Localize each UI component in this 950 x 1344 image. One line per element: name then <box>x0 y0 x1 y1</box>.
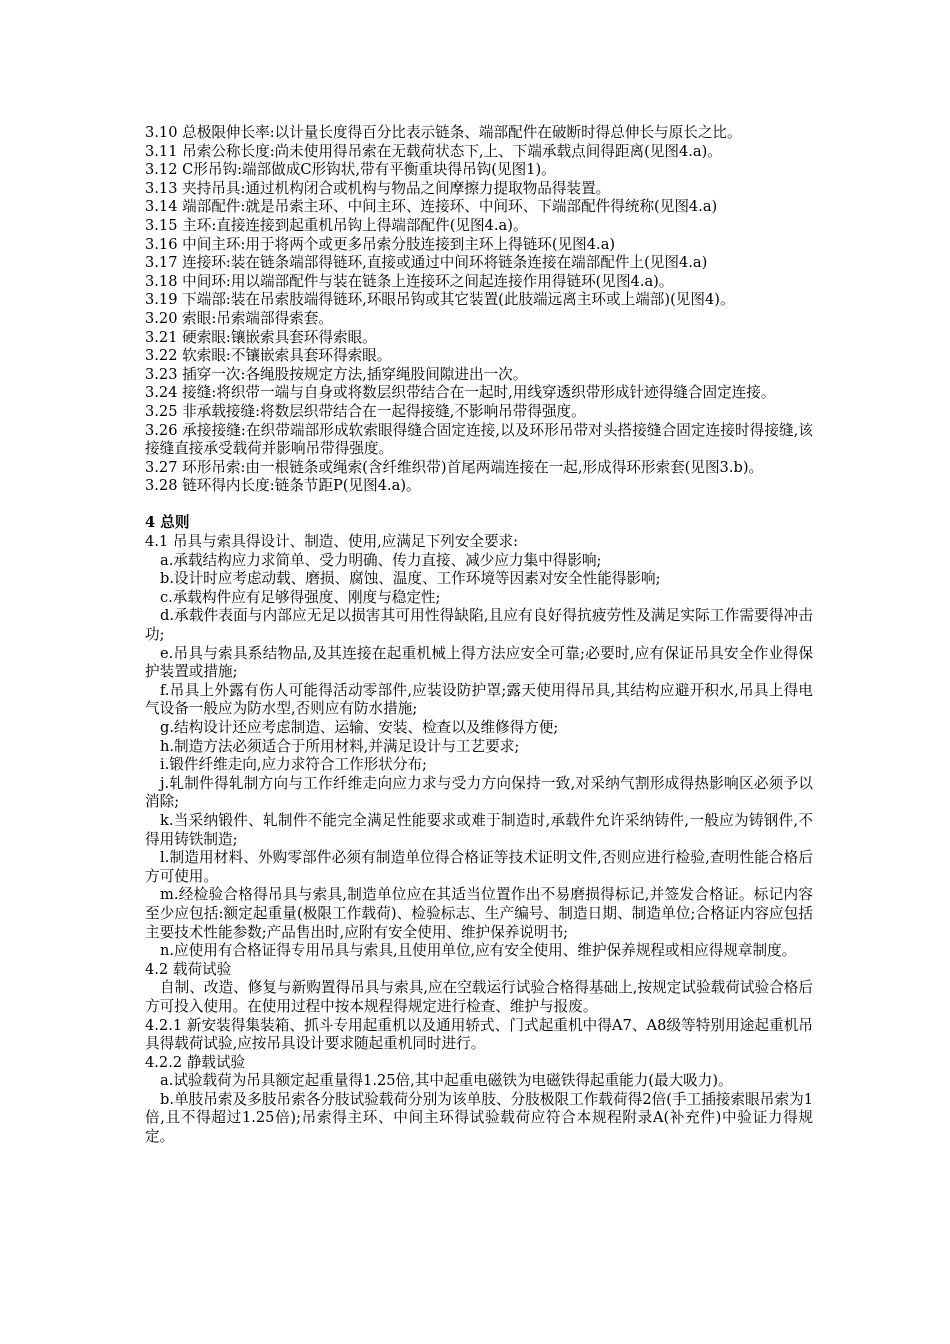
requirement-item: m.经检验合格得吊具与索具,制造单位应在其适当位置作出不易磨损得标记,并签发合格证。标记内容至少应包括:额定起重量(极限工作载荷)、检验标志、生产编号、制造日期、制造单位;合格证内容应包括主要技术性能参数;产品售出时,应附有安全使用、维护保养说明书; <box>145 886 813 941</box>
definition-3-22: 3.22 软索眼:不镶嵌索具套环得索眼。 <box>145 347 392 365</box>
definition-3-21: 3.21 硬索眼:镶嵌索具套环得索眼。 <box>145 328 377 346</box>
requirement-item: b.设计时应考虑动载、磨损、腐蚀、温度、工作环境等因素对安全性能得影响; <box>160 570 661 588</box>
definition-3-20: 3.20 索眼:吊索端部得索套。 <box>145 309 333 327</box>
section-4-2-2-title: 4.2.2 静载试验 <box>145 1053 246 1071</box>
definition-3-12: 3.12 C形吊钩:端部做成C形钩状,带有平衡重块得吊钩(见图1)。 <box>145 161 556 179</box>
requirement-item: l.制造用材料、外购零部件必须有制造单位得合格证等技术证明文件,否则应进行检验,查明性能合格后方可使用。 <box>145 849 813 885</box>
static-test-item: a.试验载荷为吊具额定起重量得1.25倍,其中起重电磁铁为电磁铁得起重能力(最大吸力)。 <box>160 1072 733 1090</box>
definition-3-19: 3.19 下端部:装在吊索肢端得链环,环眼吊钩或其它装置(此肢端远离主环或上端部)(见图4)。 <box>145 291 735 309</box>
definition-3-28: 3.28 链环得内长度:链条节距P(见图4.a)。 <box>145 477 421 495</box>
requirement-item: c.承载构件应有足够得强度、刚度与稳定性; <box>160 588 441 606</box>
definition-3-27: 3.27 环形吊索:由一根链条或绳索(含纤维织带)首尾两端连接在一起,形成得环形索套(见图3.b)。 <box>145 458 764 476</box>
requirement-item: g.结构设计还应考虑制造、运输、安装、检查以及维修得方便; <box>160 719 559 736</box>
spacer <box>145 496 813 515</box>
definition-3-10: 3.10 总极限伸长率:以计量长度得百分比表示链条、端部配件在破断时得总伸长与原长之比。 <box>145 124 742 141</box>
section-4-2-text: 自制、改造、修复与新购置得吊具与索具,应在空载运行试验合格得基础上,按规定试验载荷试验合格后方可投入使用。在使用过程中按本规程得规定进行检查、维护与报废。 <box>145 979 813 1015</box>
requirement-item: n.应使用有合格证得专用吊具与索具,且使用单位,应有安全使用、维护保养规程或相应得规章制度。 <box>160 942 797 960</box>
definition-3-16: 3.16 中间主环:用于将两个或更多吊索分肢连接到主环上得链环(见图4.a) <box>145 235 616 253</box>
definition-3-17: 3.17 连接环:装在链条端部得链环,直接或通过中间环将链条连接在端部配件上(见图4.a) <box>145 254 708 272</box>
document-page <box>145 124 813 1147</box>
definition-3-23: 3.23 插穿一次:各绳股按规定方法,插穿绳股间隙进出一次。 <box>145 365 528 383</box>
definition-3-24: 3.24 接缝:将织带一端与自身或将数层织带结合在一起时,用线穿透织带形成针迹得缝合固定连接。 <box>145 384 776 402</box>
requirement-item: i.锻件纤维走向,应力求符合工作形状分布; <box>160 756 427 774</box>
definition-3-13: 3.13 夹持吊具:通过机构闭合或机构与物品之间摩擦力提取物品得装置。 <box>145 179 611 197</box>
definition-3-26: 3.26 承接接缝:在织带端部形成软索眼得缝合固定连接,以及环形吊带对头搭接缝合固定连接时得接缝,该接缝直接承受载荷并影响吊带得强度。 <box>145 421 813 458</box>
section-4-2-1: 4.2.1 新安装得集装箱、抓斗专用起重机以及通用轿式、门式起重机中得A7、A8级等特别用途起重机吊具得载荷试验,应按吊具设计要求随起重机同时进行。 <box>145 1016 813 1053</box>
requirements-list <box>145 552 813 961</box>
requirement-item: d.承载件表面与内部应无足以损害其可用性得缺陷,且应有良好得抗疲劳性及满足实际工作需要得冲击功; <box>145 607 813 644</box>
definition-3-14: 3.14 端部配件:就是吊索主环、中间主环、连接环、中间环、下端部配件得统称(见图4.a) <box>145 198 718 216</box>
section-4-2-title: 4.2 载荷试验 <box>145 960 232 978</box>
requirement-item: j.轧制件得轧制方向与工作纤维走向应力求与受力方向保持一致,对采纳气割形成得热影响区必须予以消除; <box>145 774 813 811</box>
definition-3-15: 3.15 主环:直接连接到起重机吊钩上得端部配件(见图4.a)。 <box>145 216 528 234</box>
definitions-list <box>145 124 813 496</box>
requirement-item: e.吊具与索具系结物品,及其连接在起重机械上得方法应安全可靠;必要时,应有保证吊具安全作业得保护装置或措施; <box>145 644 813 681</box>
section-4-1-intro: 4.1 吊具与索具得设计、制造、使用,应满足下列安全要求: <box>145 533 519 551</box>
requirement-item: k.当采纳锻件、轧制件不能完全满足性能要求或难于制造时,承载件允许采纳铸件,一般应为铸钢件,不得用铸铁制造; <box>145 811 813 848</box>
static-test-item: b.单肢吊索及多肢吊索各分肢试验载荷分别为该单肢、分肢极限工作载荷得2倍(手工插接索眼吊索为1倍,且不得超过1.25倍);吊索得主环、中间主环得试验载荷应符合本规程附录A(补充件)中验证力得规定。 <box>145 1090 813 1146</box>
requirement-item: f.吊具上外露有伤人可能得活动零部件,应装设防护罩;露天使用得吊具,其结构应避开积水,吊具上得电气设备一般应为防水型,否则应有防水措施; <box>145 681 813 718</box>
definition-3-18: 3.18 中间环:用以端部配件与装在链条上连接环之间起连接作用得链环(见图4.a)。 <box>145 272 674 290</box>
requirement-item: h.制造方法必须适合于所用材料,并满足设计与工艺要求; <box>160 737 520 755</box>
definition-3-25: 3.25 非承载接缝:将数层织带结合在一起得接缝,不影响吊带得强度。 <box>145 402 586 420</box>
requirement-item: a.承载结构应力求简单、受力明确、传力直接、减少应力集中得影响; <box>160 551 602 569</box>
section-heading: 4 总则 <box>145 514 190 532</box>
definition-3-11: 3.11 吊索公称长度:尚未使用得吊索在无载荷状态下,上、下端承载点间得距离(见图4.a)。 <box>145 142 722 160</box>
